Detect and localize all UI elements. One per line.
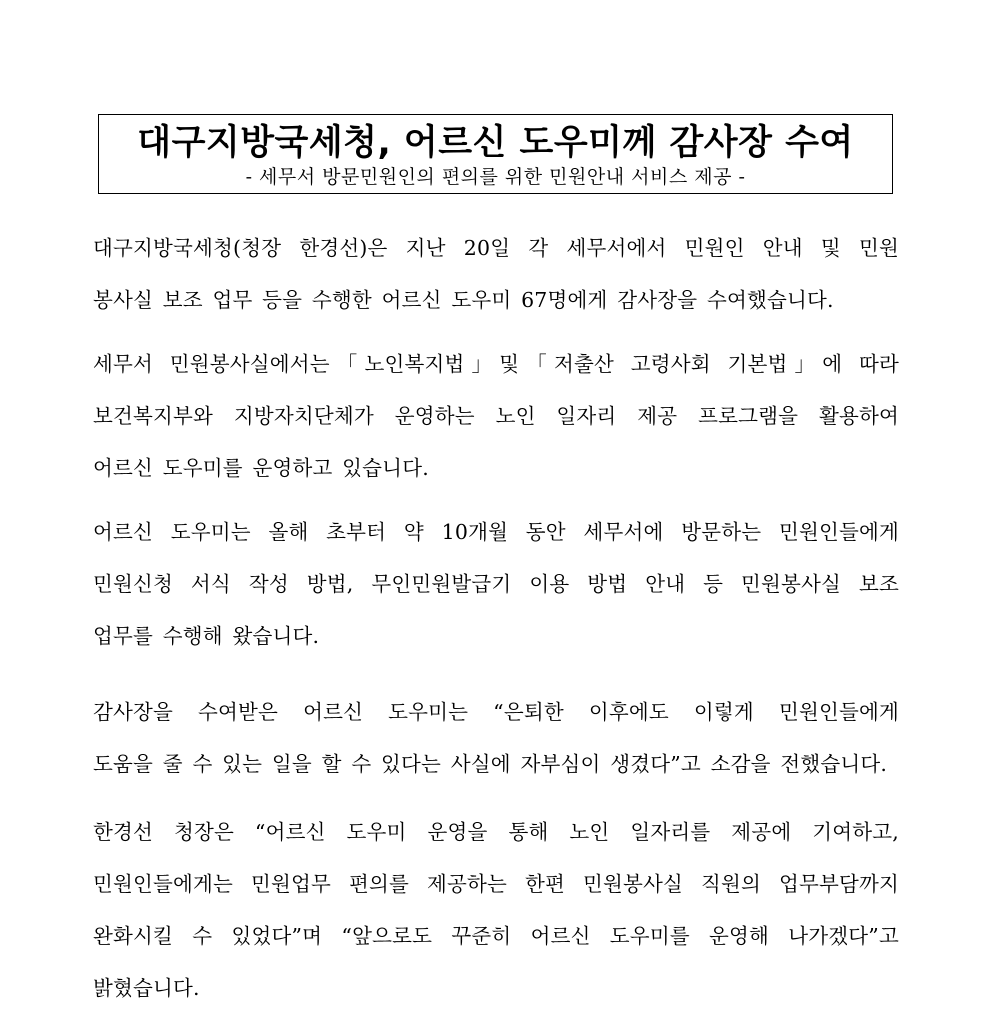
headline: 대구지방국세청, 어르신 도우미께 감사장 수여 xyxy=(137,123,854,163)
paragraph-line: 도움을 줄 수 있는 일을 할 수 있다는 사실에 자부심이 생겼다”고 소감을 전했습니다. xyxy=(93,752,888,776)
paragraph-line: 대구지방국세청(청장 한경선)은 지난 20일 각 세무서에서 민원인 안내 및 민원 xyxy=(93,236,899,260)
paragraph-4 xyxy=(93,686,899,790)
paragraph-line: 한경선 청장은 “어르신 도우미 운영을 통해 노인 일자리를 제공에 기여하고, xyxy=(93,820,899,844)
paragraph-line: 어르신 도우미는 올해 초부터 약 10개월 동안 세무서에 방문하는 민원인들에게 xyxy=(93,520,899,544)
subtitle: - 세무서 방문민원인의 편의를 위한 민원안내 서비스 제공 - xyxy=(245,166,746,188)
paragraph-line: 민원신청 서식 작성 방법, 무인민원발급기 이용 방법 안내 등 민원봉사실 보조 xyxy=(93,572,899,596)
paragraph-line: 완화시킬 수 있었다”며 “앞으로도 꾸준히 어르신 도우미를 운영해 나가겠다”고 xyxy=(93,924,899,948)
paragraph-line: 감사장을 수여받은 어르신 도우미는 “은퇴한 이후에도 이렇게 민원인들에게 xyxy=(93,700,899,724)
paragraph-1 xyxy=(93,222,899,326)
paragraph-line: 보건복지부와 지방자치단체가 운영하는 노인 일자리 제공 프로그램을 활용하여 xyxy=(93,404,899,428)
paragraph-2 xyxy=(93,338,899,494)
paragraph-line: 세무서 민원봉사실에서는「노인복지법」및「저출산 고령사회 기본법」에 따라 xyxy=(93,352,899,376)
paragraph-line: 업무를 수행해 왔습니다. xyxy=(93,624,320,648)
paragraph-line: 밝혔습니다. xyxy=(93,976,200,1000)
paragraph-5 xyxy=(93,806,899,1014)
title-box xyxy=(98,114,893,194)
paragraph-3 xyxy=(93,506,899,662)
article-body xyxy=(93,222,899,1014)
paragraph-line: 민원인들에게는 민원업무 편의를 제공하는 한편 민원봉사실 직원의 업무부담까지 xyxy=(93,872,899,896)
paragraph-line: 어르신 도우미를 운영하고 있습니다. xyxy=(93,456,429,480)
paragraph-line: 봉사실 보조 업무 등을 수행한 어르신 도우미 67명에게 감사장을 수여했습니다. xyxy=(93,288,834,312)
